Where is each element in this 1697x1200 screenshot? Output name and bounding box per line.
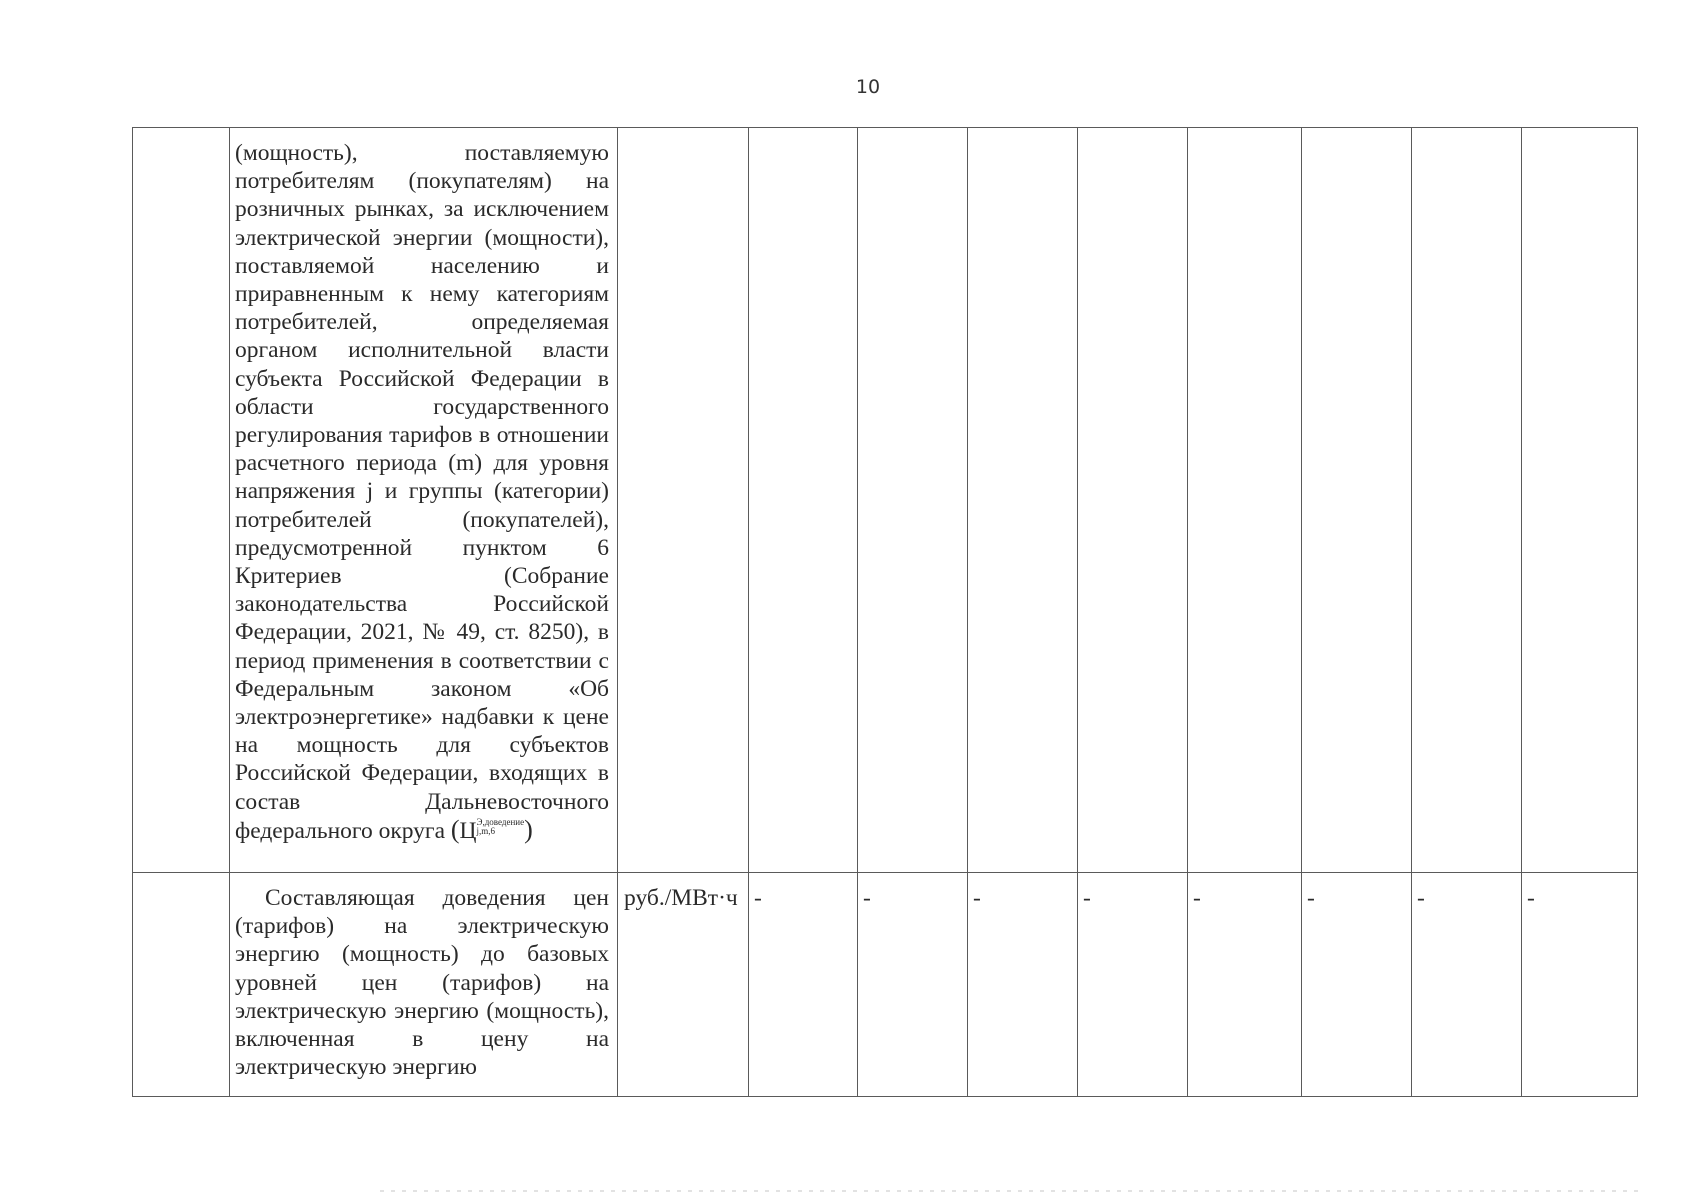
value-cell: - xyxy=(1302,873,1412,1097)
table-row xyxy=(133,873,1638,1097)
value-cell: - xyxy=(1412,873,1522,1097)
formula-superscript: Э,доведение xyxy=(476,816,525,827)
value-cell: - xyxy=(968,873,1078,1097)
value-cell xyxy=(858,128,968,873)
value-cell: - xyxy=(1522,873,1638,1097)
value-cell: - xyxy=(1188,873,1302,1097)
value-cell xyxy=(1412,128,1522,873)
value-cell xyxy=(1078,128,1188,873)
description-cell xyxy=(230,128,618,873)
value-cell xyxy=(1302,128,1412,873)
row-number-cell xyxy=(133,873,230,1097)
value-cell xyxy=(749,128,858,873)
formula-close-paren: ) xyxy=(524,814,533,844)
table-row xyxy=(133,128,1638,873)
value-cell: - xyxy=(1078,873,1188,1097)
price-formula xyxy=(451,816,533,845)
value-cell xyxy=(1522,128,1638,873)
value-cell: - xyxy=(858,873,968,1097)
row-number-cell xyxy=(133,128,230,873)
tariff-table xyxy=(132,127,1638,1097)
unit-cell: руб./МВт·ч xyxy=(618,873,749,1097)
formula-base: Ц xyxy=(459,817,477,844)
formula-subscript: j,m,6 xyxy=(476,825,496,836)
scan-artifact xyxy=(380,1190,1640,1192)
value-cell: - xyxy=(749,873,858,1097)
formula-open-paren: ( xyxy=(450,814,460,844)
description-cell xyxy=(230,873,618,1097)
description-text: Составляющая доведения цен (тарифов) на электрическую энергию (мощность) до базовых уровней цен (тарифов) на электрическую энергию (мощность), включенная в цену на электрическую энергию xyxy=(235,885,609,1081)
value-cell xyxy=(968,128,1078,873)
value-cell xyxy=(1188,128,1302,873)
unit-cell xyxy=(618,128,749,873)
page-number: 10 xyxy=(855,76,881,98)
description-text: (мощность), поставляемую потребителям (покупателям) на розничных рынках, за исключением электрической энергии (мощности), поставляемой населению и приравненным к нему категориям потребителей, определяемая органом исполнительной власти субъекта Российской Федерации в области государственного регулирования тарифов в отношении расчетного периода (m) для уровня напряжения j и группы (категории) потребителей (покупателей), предусмотренной пунктом 6 Критериев (Собрание законодательства Российской Федерации, 2021, № 49, ст. 8250), в период применения в соответствии с Федеральным законом «Об электроэнергетике» надбавки к цене на мощность для субъектов Российской Федерации, входящих в состав Дальневосточного федерального округа xyxy=(235,140,609,844)
